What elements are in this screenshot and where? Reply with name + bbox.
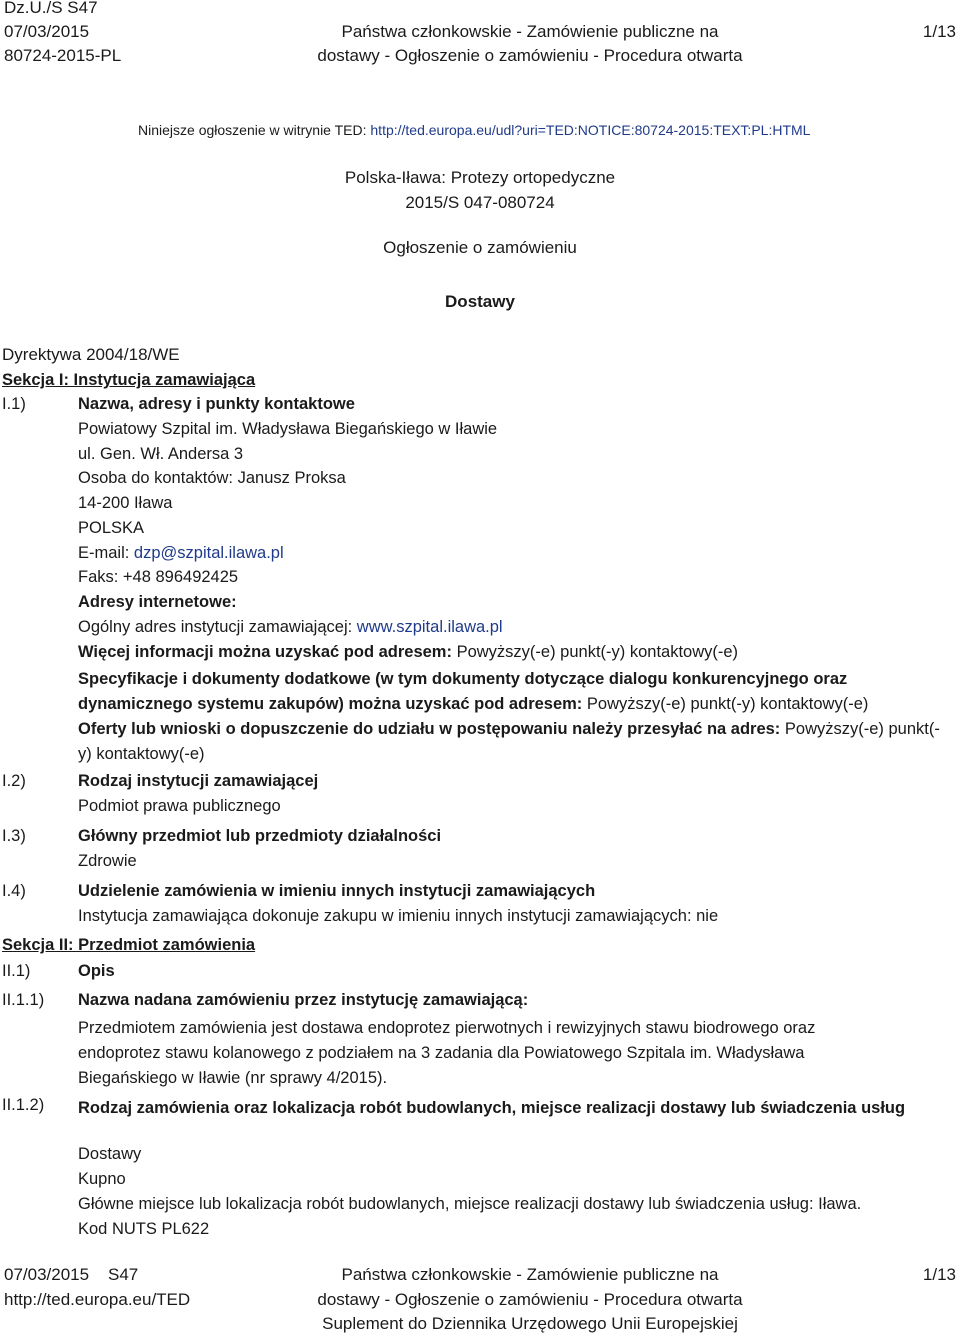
email-line: [78, 544, 284, 563]
more-info-label: Więcej informacji można uzyskać pod adresem:: [78, 643, 452, 661]
ii1-number: II.1): [2, 962, 31, 980]
i2-number: I.2): [2, 772, 26, 790]
footer-title-line1: Państwa członkowskie - Zamówienie publiczne na: [341, 1265, 719, 1284]
offers-line: [78, 717, 953, 767]
ii11-title: Nazwa nadana zamówieniu przez instytucję zamawiającą:: [78, 991, 529, 1009]
offers-value: Powyższy(-e) punkt(-y) kontaktowy(-e): [78, 720, 940, 763]
footer-date-issue: 07/03/2015 S47: [4, 1265, 139, 1284]
i2-title: Rodzaj instytucji zamawiającej: [78, 772, 319, 790]
specs-value: Powyższy(-e) punkt(-y) kontaktowy(-e): [582, 695, 869, 713]
more-info-value: Powyższy(-e) punkt(-y) kontaktowy(-e): [451, 643, 739, 661]
section2-heading: Sekcja II: Przedmiot zamówienia: [2, 936, 256, 954]
header-date: 07/03/2015: [4, 22, 90, 41]
street-address: ul. Gen. Wł. Andersa 3: [78, 445, 244, 463]
i3-value: Zdrowie: [78, 852, 137, 870]
ii12-subtype: Kupno: [78, 1170, 126, 1188]
general-address-label: Ogólny adres instytucji zamawiającej:: [78, 618, 357, 636]
header-page: 1/13: [922, 22, 956, 41]
i2-value: Podmiot prawa publicznego: [78, 797, 281, 815]
notice-title: Polska-Iława: Protezy ortopedyczne: [344, 168, 616, 187]
header-title-line1: Państwa członkowskie - Zamówienie publiczne na: [341, 22, 719, 41]
i4-number: I.4): [2, 882, 26, 900]
notice-number: 2015/S 047-080724: [405, 193, 555, 212]
i4-title: Udzielenie zamówienia w imieniu innych instytucji zamawiających: [78, 882, 596, 900]
directive: Dyrektywa 2004/18/WE: [2, 345, 180, 364]
ii12-type: Dostawy: [78, 1145, 142, 1163]
notice-type: Ogłoszenie o zamówieniu: [383, 238, 577, 257]
header-journal: Dz.U./S S47: [4, 0, 98, 17]
general-address-line: [78, 618, 503, 637]
header-ref: 80724-2015-PL: [4, 46, 122, 65]
ii1-title: Opis: [78, 962, 115, 980]
notice-prefix: Niniejsze ogłoszenie w witrynie TED:: [138, 122, 371, 138]
ii11-number: II.1.1): [2, 991, 45, 1009]
contact-person: Osoba do kontaktów: Janusz Proksa: [78, 469, 346, 487]
contract-type: Dostawy: [445, 292, 515, 311]
fax: Faks: +48 896492425: [78, 568, 239, 586]
ii11-value: Przedmiotem zamówienia jest dostawa endoprotez pierwotnych i rewizyjnych stawu biodrowego oraz endoprotez stawu kolanowego z podziałem na 3 zadania dla Powiatowego Szpitala im. Władysława Biegańskiego w Iławie (nr sprawy 4/2015).: [78, 1019, 816, 1087]
offers-label: Oferty lub wnioski o dopuszczenie do udziału w postępowaniu należy przesyłać na adres:: [78, 720, 781, 738]
i1-title: Nazwa, adresy i punkty kontaktowe: [78, 395, 355, 413]
ii12-place: Główne miejsce lub lokalizacja robót budowlanych, miejsce realizacji dostawy lub świadczenia usług: Iława.: [78, 1195, 862, 1213]
ii12-nuts: Kod NUTS PL622: [78, 1220, 210, 1238]
ii12-title: Rodzaj zamówienia oraz lokalizacja robót budowlanych, miejsce realizacji dostawy lub świadczenia usług: [78, 1099, 906, 1117]
specs-line: [78, 667, 948, 717]
email-label: E-mail:: [78, 544, 134, 562]
specs-label: Specyfikacje i dokumenty dodatkowe (w tym dokumenty dotyczące dialogu konkurencyjnego oraz dynamicznego systemu zakupów) można uzyskać pod adresem:: [78, 670, 848, 713]
postal-city: 14-200 Iława: [78, 494, 173, 512]
notice-line: [138, 122, 810, 138]
footer-title-line2: dostawy - Ogłoszenie o zamówieniu - Procedura otwarta: [317, 1290, 743, 1309]
i3-number: I.3): [2, 827, 26, 845]
i4-value: Instytucja zamawiająca dokonuje zakupu w imieniu innych instytucji zamawiających: nie: [78, 907, 719, 925]
footer-title-line3: Suplement do Dziennika Urzędowego Unii Europejskiej: [322, 1314, 738, 1333]
country: POLSKA: [78, 519, 145, 537]
header-title-line2: dostawy - Ogłoszenie o zamówieniu - Procedura otwarta: [317, 46, 743, 65]
general-address-link[interactable]: www.szpital.ilawa.pl: [356, 618, 503, 636]
notice-url-link[interactable]: http://ted.europa.eu/udl?uri=TED:NOTICE:80724-2015:TEXT:PL:HTML: [370, 122, 811, 138]
internet-addresses-heading: Adresy internetowe:: [78, 593, 237, 611]
email-link[interactable]: dzp@szpital.ilawa.pl: [133, 544, 284, 562]
ii12-number: II.1.2): [2, 1096, 45, 1114]
i3-title: Główny przedmiot lub przedmioty działalności: [78, 827, 442, 845]
contracting-authority-name: Powiatowy Szpital im. Władysława Biegańskiego w Iławie: [78, 420, 498, 438]
footer-page: 1/13: [922, 1265, 956, 1284]
footer-url[interactable]: http://ted.europa.eu/TED: [4, 1290, 191, 1309]
i1-number: I.1): [2, 395, 26, 413]
section1-heading: Sekcja I: Instytucja zamawiająca: [2, 371, 256, 389]
more-info-line: [78, 643, 738, 662]
